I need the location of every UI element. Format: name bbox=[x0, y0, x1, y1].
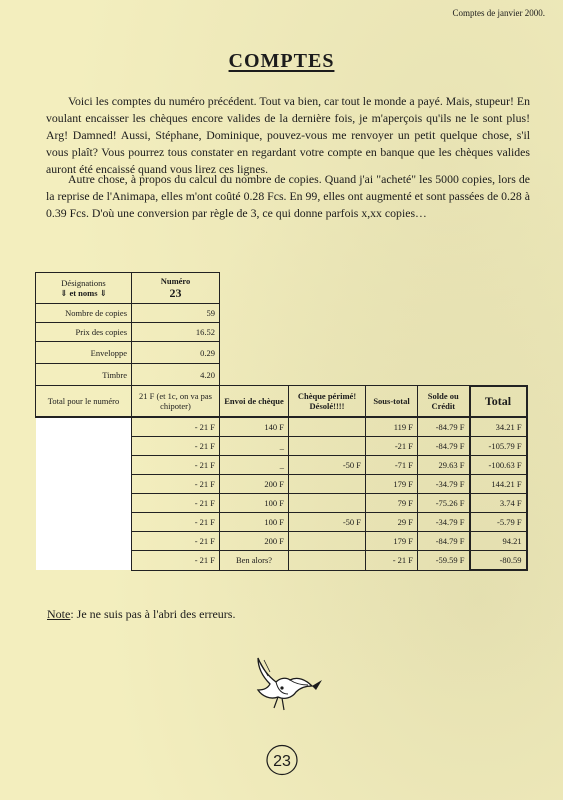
summary-label: Timbre bbox=[36, 364, 132, 386]
numero-label: Numéro bbox=[160, 275, 191, 286]
sous-total-cell: -71 F bbox=[366, 456, 418, 475]
table-header-row bbox=[36, 273, 527, 304]
total-cell: -100.63 F bbox=[470, 456, 527, 475]
note-label: Note bbox=[47, 607, 71, 621]
total-cell: 144.21 F bbox=[470, 475, 527, 494]
numero-header-cell bbox=[132, 273, 220, 304]
summary-label: Enveloppe bbox=[36, 342, 132, 364]
page-number-circle bbox=[265, 743, 299, 777]
total-cell: -105.79 F bbox=[470, 437, 527, 456]
total-cell: 3.74 F bbox=[470, 494, 527, 513]
solde-cell: -84.79 F bbox=[418, 417, 470, 437]
envoi-cell: 100 F bbox=[220, 494, 289, 513]
cost-cell: - 21 F bbox=[132, 475, 220, 494]
bird-illustration bbox=[246, 650, 326, 720]
sous-total-cell: 179 F bbox=[366, 532, 418, 551]
table-row bbox=[36, 417, 527, 437]
solde-cell: -34.79 F bbox=[418, 475, 470, 494]
summary-value: 0.29 bbox=[132, 342, 220, 364]
summary-label: Nombre de copies bbox=[36, 304, 132, 323]
paragraph-intro: Voici les comptes du numéro précédent. Tout va bien, car tout le monde a payé. Mais, stupeur! En voulant encaisser les chèques encore valides de la dernière fois, je m'aperçois qu'ils ne le sont plus! Arg! Damned! Aussi, Stéphane, Dominique, pouvez-vous me renvoyer un petit quelque chose, s'il vous plaît? Vous pourrez tous constater en regardant votre compte en banque que les chèques valides auront été encaissé quand vous lirez ces lignes. bbox=[46, 94, 530, 176]
envoi-cell: Ben alors? bbox=[220, 551, 289, 571]
solde-cell: -75.26 F bbox=[418, 494, 470, 513]
perime-cell bbox=[289, 475, 366, 494]
solde-header: Solde ou Crédit bbox=[418, 386, 470, 418]
designations-header-cell bbox=[36, 273, 132, 304]
footnote bbox=[47, 607, 235, 622]
sous-total-cell: 179 F bbox=[366, 475, 418, 494]
total-numero-header: Total pour le numéro bbox=[36, 386, 132, 418]
note-text: : Je ne suis pas à l'abri des erreurs. bbox=[70, 607, 236, 621]
total-cell: 34.21 F bbox=[470, 417, 527, 437]
envoi-cell: _ bbox=[220, 456, 289, 475]
page-title: COMPTES bbox=[228, 50, 335, 72]
summary-value: 59 bbox=[132, 304, 220, 323]
designations-sub-label: ⇓ et noms ⇓ bbox=[60, 287, 107, 298]
numero-value: 23 bbox=[169, 285, 182, 300]
sous-total-cell: 119 F bbox=[366, 417, 418, 437]
total-header: Total bbox=[470, 386, 527, 418]
solde-cell: -34.79 F bbox=[418, 513, 470, 532]
envoi-cell: 200 F bbox=[220, 532, 289, 551]
perime-cell bbox=[289, 437, 366, 456]
summary-row bbox=[36, 323, 527, 342]
total-cell: -5.79 F bbox=[470, 513, 527, 532]
summary-label: Prix des copies bbox=[36, 323, 132, 342]
perime-cell: -50 F bbox=[289, 456, 366, 475]
perime-cell bbox=[289, 417, 366, 437]
envoi-cell: 140 F bbox=[220, 417, 289, 437]
column-headers-row bbox=[36, 386, 527, 418]
price-note-header: 21 F (et 1c, on va pas chipoter) bbox=[132, 386, 220, 418]
solde-cell: 29.63 F bbox=[418, 456, 470, 475]
accounts-table bbox=[35, 272, 528, 571]
envoi-header: Envoi de chèque bbox=[220, 386, 289, 418]
perime-cell: -50 F bbox=[289, 513, 366, 532]
sous-total-cell: -21 F bbox=[366, 437, 418, 456]
perime-cell bbox=[289, 551, 366, 571]
perime-cell bbox=[289, 532, 366, 551]
cost-cell: - 21 F bbox=[132, 417, 220, 437]
perime-cell bbox=[289, 494, 366, 513]
solde-cell: -84.79 F bbox=[418, 532, 470, 551]
sous-total-cell: - 21 F bbox=[366, 551, 418, 571]
cost-cell: - 21 F bbox=[132, 551, 220, 571]
envoi-cell: 200 F bbox=[220, 475, 289, 494]
summary-value: 16.52 bbox=[132, 323, 220, 342]
redacted-names bbox=[36, 417, 132, 570]
summary-row bbox=[36, 342, 527, 364]
cost-cell: - 21 F bbox=[132, 513, 220, 532]
sous-total-cell: 79 F bbox=[366, 494, 418, 513]
page-number: 23 bbox=[273, 753, 291, 770]
perime-header: Chèque périmé! Désolé!!!! bbox=[289, 386, 366, 418]
summary-value: 4.20 bbox=[132, 364, 220, 386]
header-note: Comptes de janvier 2000. bbox=[452, 8, 545, 18]
total-cell: 94.21 bbox=[470, 532, 527, 551]
designations-label: Désignations bbox=[61, 277, 106, 288]
solde-cell: -84.79 F bbox=[418, 437, 470, 456]
cost-cell: - 21 F bbox=[132, 456, 220, 475]
total-cell: -80.59 bbox=[470, 551, 527, 571]
paragraph-copies: Autre chose, à propos du calcul du nombre de copies. Quand j'ai "acheté" les 5000 copies, lors de la reprise de l'Animapa, elles m'ont coûté 0.28 Fcs. En 99, elles ont augmenté et sont passées de 0.28 à 0.39 Fcs. D'où une conversion par règle de 3, ce qui donne parfois x,xx copies… bbox=[46, 172, 530, 220]
summary-row bbox=[36, 364, 527, 386]
envoi-cell: 100 F bbox=[220, 513, 289, 532]
cost-cell: - 21 F bbox=[132, 494, 220, 513]
envoi-cell: _ bbox=[220, 437, 289, 456]
cost-cell: - 21 F bbox=[132, 532, 220, 551]
summary-row bbox=[36, 304, 527, 323]
sous-total-cell: 29 F bbox=[366, 513, 418, 532]
solde-cell: -59.59 F bbox=[418, 551, 470, 571]
sous-total-header: Sous-total bbox=[366, 386, 418, 418]
cost-cell: - 21 F bbox=[132, 437, 220, 456]
